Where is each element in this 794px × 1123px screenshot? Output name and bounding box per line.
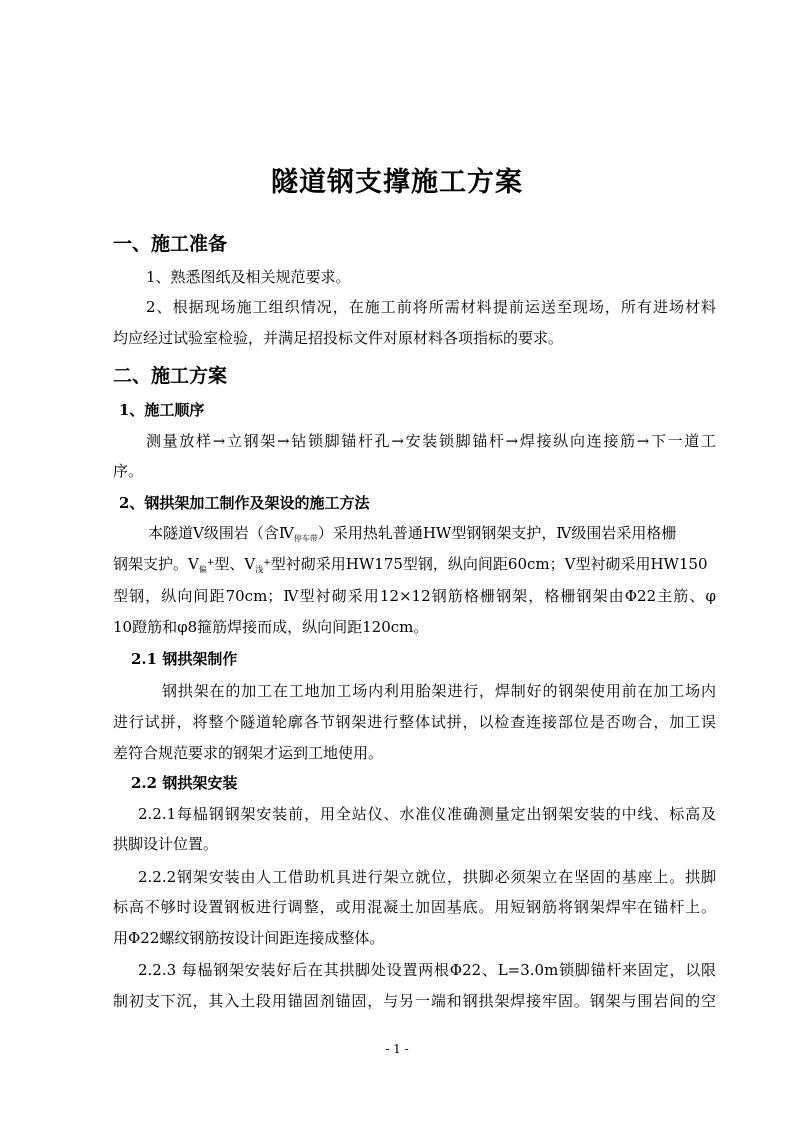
subsection-1-line-1: 测量放样→立钢架→钻锁脚锚杆孔→安装锁脚锚杆→焊接纵向连接筋→下一道工 bbox=[146, 432, 716, 450]
paragraph-2-2-1-line-1: 2.2.1每榀钢钢架安装前，用全站仪、水准仪准确测量定出钢架安装的中线、标高及 bbox=[138, 805, 716, 823]
subsection-2-line-1: 本隧道Ⅴ级围岩（含$Ⅳ_{停车带}$）采用热轧普通HW型钢钢架支护，Ⅳ级围岩采用格栅 bbox=[148, 524, 677, 543]
subsection-2-1-heading: 2.1 钢拱架制作 bbox=[131, 650, 238, 668]
subsection-2-line-3: 型钢，纵向间距70cm；Ⅳ型衬砌采用12×12钢筋格栅钢架，格栅钢架由Φ22主筋、φ bbox=[113, 587, 716, 605]
subsection-2-1-line-1: 钢拱架在的加工在工地加工场内利用胎架进行，焊制好的钢架使用前在加工场内 bbox=[162, 682, 716, 700]
page-title: 隧道钢支撑施工方案 bbox=[271, 167, 523, 198]
subsection-2-1-line-2: 进行试拼，将整个隧道轮廓各节钢架进行整体试拼，以检查连接部位是否吻合，加工误 bbox=[113, 713, 716, 731]
paragraph-2-2-2-line-3: 用Φ22螺纹钢筋按设计间距连接成整体。 bbox=[113, 929, 385, 947]
section-1-item-2-line-2: 均应经过试验室检验，并满足招投标文件对原材料各项指标的要求。 bbox=[113, 329, 564, 347]
section-1-heading: 一、施工准备 bbox=[113, 233, 228, 255]
subsection-2-line-2: 钢架支护。$Ⅴ_偏^+$型、$Ⅴ_浅^+$型衬砌采用HW175型钢，纵向间距60cm；Ⅴ型衬砌采用HW150 bbox=[113, 555, 708, 574]
subsection-2-2-heading: 2.2 钢拱架安装 bbox=[131, 774, 238, 792]
paragraph-2-2-2-line-2: 标高不够时设置钢板进行调整，或用混凝土加固基底。用短钢筋将钢架焊牢在锚杆上。 bbox=[113, 898, 716, 916]
subsection-2-heading: 2、钢拱架加工制作及架设的施工方法 bbox=[119, 494, 370, 512]
section-2-heading: 二、施工方案 bbox=[113, 365, 228, 387]
paragraph-2-2-3-line-2: 制初支下沉，其入土段用锚固剂锚固，与另一端和钢拱架焊接牢固。钢架与围岩间的空 bbox=[113, 992, 716, 1010]
paragraph-2-2-1-line-2: 拱脚设计位置。 bbox=[113, 835, 219, 853]
subsection-2-line-4: 10蹬筋和φ8箍筋焊接而成，纵向间距120cm。 bbox=[113, 618, 429, 636]
page-number: - 1 - bbox=[385, 1042, 409, 1056]
subsection-2-1-line-3: 差符合规范要求的钢架才运到工地使用。 bbox=[113, 744, 384, 762]
section-1-item-1: 1、熟悉图纸及相关规范要求。 bbox=[146, 268, 351, 286]
parking-bay-subscript: 停车带 bbox=[293, 534, 318, 543]
section-1-item-2-line-1: 2、根据现场施工组织情况，在施工前将所需材料提前运送至现场，所有进场材料 bbox=[146, 298, 716, 316]
subsection-1-line-2: 序。 bbox=[113, 462, 144, 480]
paragraph-2-2-2-line-1: 2.2.2钢架安装由人工借助机具进行架立就位，拱脚必须架立在坚固的基座上。拱脚 bbox=[138, 868, 716, 886]
paragraph-2-2-3-line-1: 2.2.3 每榀钢架安装好后在其拱脚处设置两根Φ22、L=3.0m锁脚锚杆来固定，以限 bbox=[138, 961, 716, 979]
subsection-1-heading: 1、施工顺序 bbox=[119, 401, 205, 419]
